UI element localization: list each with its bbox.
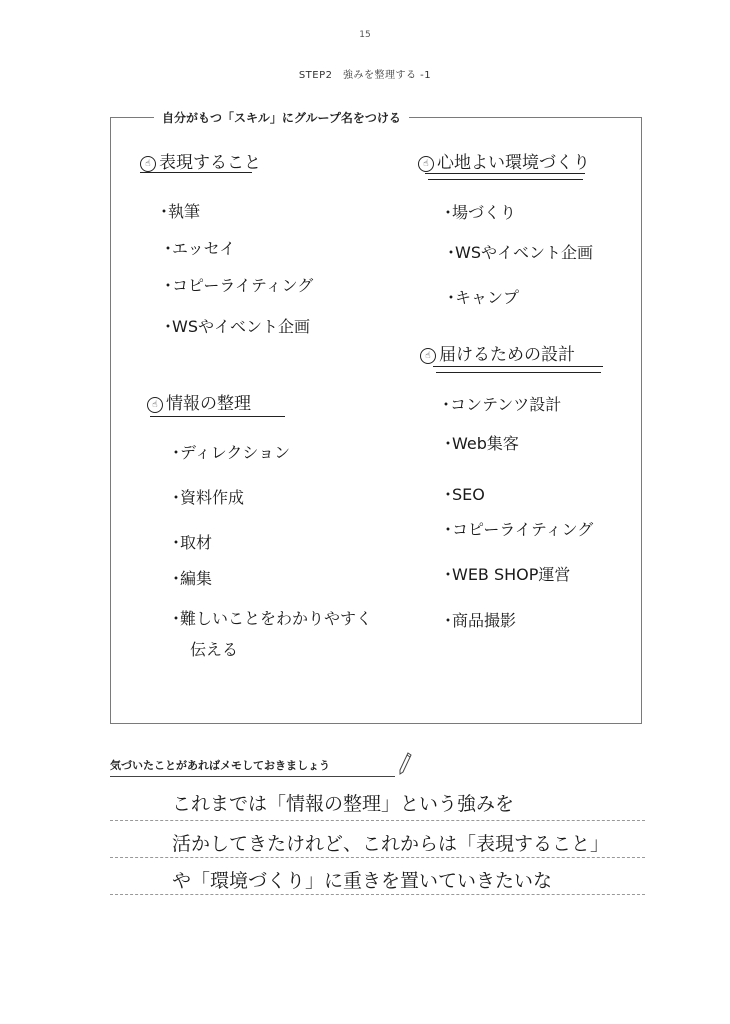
- list-item: ・WEB SHOP運営: [440, 565, 571, 584]
- group-heading-environment: ☝ 心地よい環境づくり: [418, 148, 590, 173]
- list-item: ・資料作成: [168, 488, 245, 507]
- step-heading: STEP2 強みを整理する -1: [298, 70, 432, 81]
- list-item: ・WSやイベント企画: [160, 317, 310, 336]
- list-item: ・コピーライティング: [160, 276, 314, 295]
- list-item: ・難しいことをわかりやすく: [168, 609, 373, 628]
- group-heading-expression: ☝ 表現すること: [140, 148, 261, 173]
- heading-underline: [425, 173, 585, 174]
- list-item: ・Web集客: [440, 434, 519, 453]
- list-item: ・WSやイベント企画: [443, 243, 593, 262]
- pointing-hand-icon: ☝: [147, 397, 163, 413]
- pointing-hand-icon: ☝: [418, 156, 434, 172]
- memo-divider: [110, 857, 645, 858]
- frame-title: 自分がもつ「スキル」にグループ名をつける: [154, 109, 409, 126]
- list-item: ・取材: [168, 533, 213, 552]
- list-item: ・執筆: [156, 202, 201, 221]
- pencil-icon: [398, 752, 412, 776]
- memo-line-1: これまでは「情報の整理」という強みを: [172, 793, 515, 815]
- pointing-hand-icon: ☝: [140, 156, 156, 172]
- list-item: ・商品撮影: [440, 611, 517, 630]
- memo-title-underline: [110, 776, 395, 777]
- list-item: ・編集: [168, 569, 213, 588]
- memo-line-2: 活かしてきたけれど、これからは「表現すること」: [172, 833, 610, 855]
- list-item: ・場づくり: [440, 203, 517, 222]
- pointing-hand-icon: ☝: [420, 348, 436, 364]
- group-heading-design: ☝ 届けるための設計: [420, 340, 575, 365]
- list-item: ・キャンプ: [443, 288, 520, 307]
- heading-underline: [150, 416, 285, 417]
- list-item: ・ディレクション: [168, 443, 291, 462]
- heading-underline: [436, 372, 601, 373]
- list-item-continued: 伝える: [190, 640, 239, 659]
- memo-divider: [110, 894, 645, 895]
- heading-underline: [433, 366, 603, 367]
- page-number: 15: [359, 30, 371, 40]
- memo-divider: [110, 820, 645, 821]
- list-item: ・エッセイ: [160, 239, 236, 258]
- list-item: ・コンテンツ設計: [438, 395, 562, 414]
- memo-title: 気づいたことがあればメモしておきましょう: [110, 759, 330, 772]
- list-item: ・SEO: [440, 485, 485, 504]
- heading-underline: [428, 179, 583, 180]
- memo-line-3: や「環境づくり」に重きを置いていきたいな: [172, 870, 553, 892]
- group-heading-organizing: ☝ 情報の整理: [147, 389, 251, 414]
- heading-underline: [140, 172, 252, 173]
- list-item: ・コピーライティング: [440, 520, 594, 539]
